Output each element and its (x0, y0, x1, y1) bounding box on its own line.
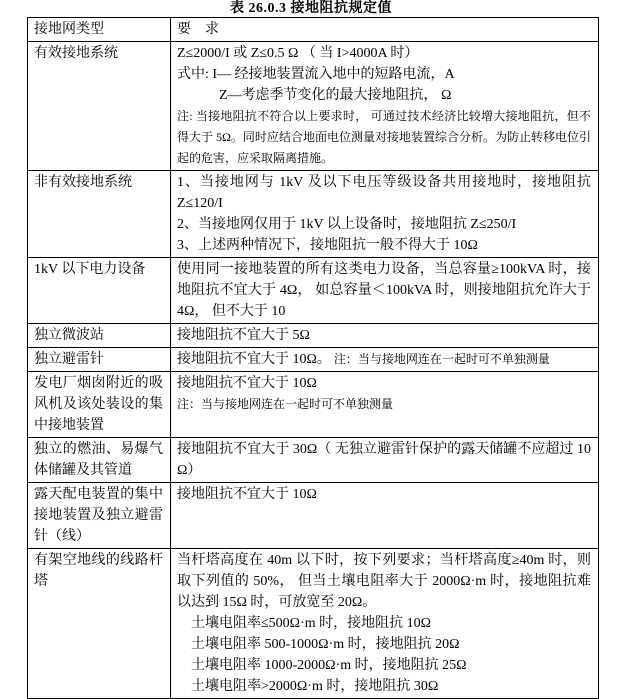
table-row (28, 438, 599, 483)
requirement-cell (171, 171, 599, 258)
category-cell: 有效接地系统 (28, 42, 171, 171)
header-row (28, 18, 599, 42)
requirement-paragraph: 土壤电阻率 1000-2000Ω·m 时，接地阻抗 25Ω (191, 658, 467, 673)
table-row (28, 483, 599, 549)
requirement-cell (171, 372, 599, 438)
requirement-cell (171, 42, 599, 171)
requirement-cell (171, 549, 599, 699)
category-cell: 1kV 以下电力设备 (28, 258, 171, 324)
column-header-requirement: 要 求 (171, 18, 599, 42)
requirement-paragraph: 土壤电阻率>2000Ω·m 时，接地阻抗 30Ω (191, 679, 439, 694)
table-row (28, 42, 599, 171)
requirement-paragraph: 接地阻抗不宜大于 30Ω（ 无独立避雷针保护的露天储罐不应超过 10 Ω） (177, 442, 591, 478)
requirement-paragraph: 接地阻抗不宜大于 10Ω。 注：当与接地网连在一起时可不单独测量 (177, 352, 550, 367)
table-row (28, 171, 599, 258)
requirement-cell (171, 348, 599, 372)
requirement-cell (171, 438, 599, 483)
requirement-paragraph: 3、上述两种情况下，接地阻抗一般不得大于 10Ω (177, 238, 478, 253)
table-title: 表 26.0.3 接地阻抗规定值 (230, 1, 392, 16)
requirement-paragraph: 2、当接地网仅用于 1kV 以上设备时，接地阻抗 Z≤250/I (177, 217, 517, 232)
requirement-paragraph: 1、当接地网与 1kV 及以下电压等级设备共用接地时，接地阻抗 Z≤120/I (177, 175, 591, 211)
requirement-paragraph: 当杆塔高度在 40m 以下时，按下列要求；当杆塔高度≥40m 时，则取下列值的 50%， 但当土壤电阻率大于 2000Ω·m 时，接地阻抗难以达到 15Ω 时，可放宽至 20Ω。 (177, 553, 591, 610)
category-cell: 露天配电装置的集中接地装置及独立避雷针（线） (28, 483, 171, 549)
requirement-paragraph: Z≤2000/I 或 Z≤0.5 Ω （ 当 I>4000A 时） (177, 46, 419, 61)
category-cell: 独立避雷针 (28, 348, 171, 372)
requirement-cell (171, 483, 599, 549)
table-row (28, 348, 599, 372)
table-row (28, 258, 599, 324)
table-row (28, 324, 599, 348)
category-cell: 有架空地线的线路杆塔 (28, 549, 171, 699)
category-cell: 发电厂烟囱附近的吸风机及该处装设的集中接地装置 (28, 372, 171, 438)
requirement-paragraph: 接地阻抗不宜大于 10Ω (177, 487, 317, 502)
requirement-paragraph: 注: 当接地阻抗不符合以上要求时， 可通过技术经济比较增大接地阻抗，但不得大于 5Ω。同时应结合地面电位测量对接地装置综合分析。为防止转移电位引起的危害，应采取隔离措施。 (177, 109, 591, 165)
category-cell: 独立的燃油、易爆气体储罐及其管道 (28, 438, 171, 483)
requirement-cell (171, 324, 599, 348)
requirement-cell (171, 258, 599, 324)
requirement-paragraph: 式中: I— 经接地装置流入地中的短路电流，A (177, 67, 455, 82)
requirement-paragraph: 土壤电阻率 500-1000Ω·m 时，接地阻抗 20Ω (191, 637, 460, 652)
requirement-paragraph: 使用同一接地装置的所有这类电力设备，当总容量≥100kVA 时，接地阻抗不宜大于 4Ω， 如总容量＜100kVA 时，则接地阻抗允许大于 4Ω， 但不大于 10 (177, 262, 591, 319)
requirement-paragraph: 接地阻抗不宜大于 10Ω (177, 376, 317, 391)
category-cell: 非有效接地系统 (28, 171, 171, 258)
inline-note: 注：当与接地网连在一起时可不单独测量 (333, 352, 550, 366)
column-header-category: 接地网类型 (28, 18, 171, 42)
table-row (28, 549, 599, 699)
category-cell: 独立微波站 (28, 324, 171, 348)
requirement-paragraph: 接地阻抗不宜大于 5Ω (177, 328, 310, 343)
grounding-impedance-table (27, 17, 599, 699)
grounding-table-body (28, 42, 599, 699)
requirement-paragraph: 土壤电阻率≤500Ω·m 时，接地阻抗 10Ω (191, 616, 432, 631)
table-row (28, 372, 599, 438)
requirement-paragraph: 注：当与接地网连在一起时可不单独测量 (177, 397, 394, 411)
requirement-paragraph: Z—考虑季节变化的最大接地阻抗， Ω (219, 88, 452, 103)
